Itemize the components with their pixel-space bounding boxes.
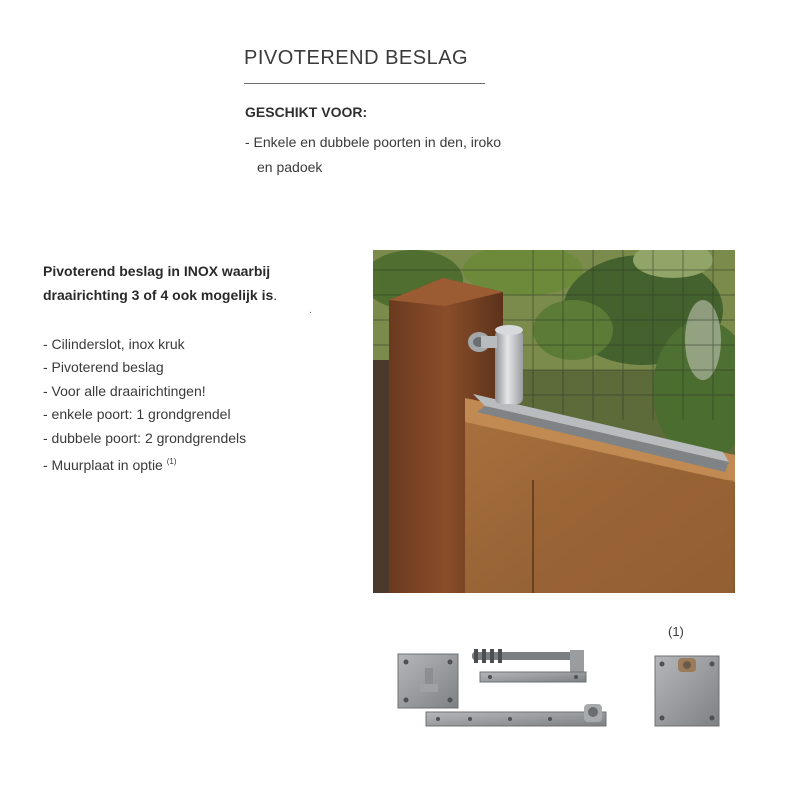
feature-item-text: - Muurplaat in optie xyxy=(43,457,163,474)
product-intro: Pivoterend beslag in INOX waarbij draairichting 3 of 4 ook mogelijk is. xyxy=(43,263,278,303)
hardware-parts-illustration xyxy=(390,640,730,740)
feature-list xyxy=(43,333,246,477)
footnote-marker: (1) xyxy=(166,457,177,467)
title-underline xyxy=(244,83,485,84)
feature-item: - Pivoterend beslag xyxy=(43,359,164,376)
feature-item: - Voor alle draairichtingen! xyxy=(43,382,206,399)
intro-line2: draairichting 3 of 4 ook mogelijk is xyxy=(43,287,274,303)
suitable-heading: GESCHIKT VOOR: xyxy=(245,104,368,120)
optional-wall-plate-label: (1) xyxy=(668,624,684,639)
feature-item: - dubbele poort: 2 grondgrendels xyxy=(43,429,247,446)
feature-item: - enkele poort: 1 grondgrendel xyxy=(43,406,231,423)
product-photo xyxy=(373,250,735,593)
gate-hinge-illustration xyxy=(373,250,735,593)
suitable-item xyxy=(245,130,575,180)
feature-item xyxy=(43,450,246,477)
feature-item: - Cilinderslot, inox kruk xyxy=(43,336,185,352)
suitable-item-line2: en padoek xyxy=(257,159,323,175)
stray-dot: . xyxy=(309,305,312,316)
hardware-parts-photo xyxy=(390,640,730,740)
page-title: PIVOTEREND BESLAG xyxy=(244,47,469,69)
suitable-item-line1: - Enkele en dubbele poorten in den, iroko xyxy=(245,134,502,150)
intro-line1: Pivoterend beslag in INOX waarbij xyxy=(43,263,271,279)
